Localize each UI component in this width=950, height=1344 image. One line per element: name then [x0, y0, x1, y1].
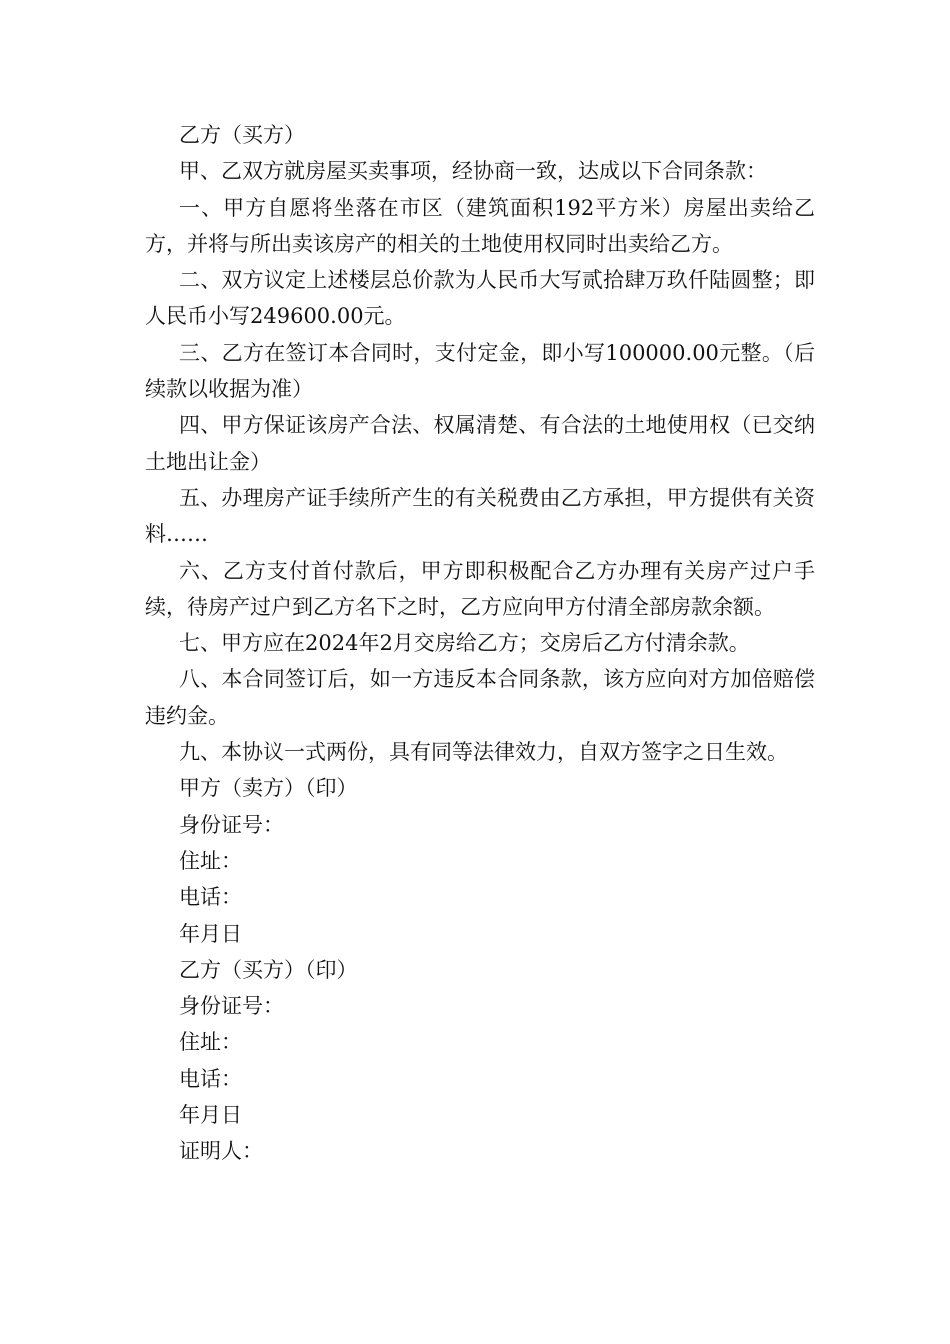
seller-date-label: 年月日: [179, 921, 242, 946]
buyer-heading: 乙方（买方）: [179, 123, 305, 147]
buyer-phone-label: 电话：: [179, 1066, 242, 1091]
buyer-date-label: 年月日: [179, 1103, 242, 1128]
contract-intro: 甲、乙双方就房屋买卖事项，经协商一致，达成以下合同条款：: [179, 159, 767, 184]
clause-6: 六、乙方支付首付款后，甲方即积极配合乙方办理有关房产过户手续，待房产过户到乙方名下之时，乙方应向甲方付清全部房款余额。: [145, 558, 815, 619]
clause-2: 二、双方议定上述楼层总价款为人民币大写贰拾肆万玖仟陆圆整；即人民币小写249600.00元。: [145, 268, 815, 329]
witness-label: 证明人：: [179, 1139, 263, 1164]
clause-3: 三、乙方在签订本合同时，支付定金，即小写100000.00元整。（后续款以收据为准）: [145, 340, 815, 402]
clause-5: 五、办理房产证手续所产生的有关税费由乙方承担，甲方提供有关资料……: [145, 485, 815, 547]
buyer-title: 乙方（买方）（印）: [179, 957, 358, 982]
buyer-address-label: 住址：: [179, 1030, 242, 1055]
seller-address-label: 住址：: [179, 848, 242, 873]
clause-4: 四、甲方保证该房产合法、权属清楚、有合法的土地使用权（已交纳土地出让金）: [145, 413, 815, 474]
clause-1: 一、甲方自愿将坐落在市区（建筑面积192平方米）房屋出卖给乙方，并将与所出卖该房产的相关的土地使用权同时出卖给乙方。: [145, 195, 815, 256]
seller-phone-label: 电话：: [179, 885, 242, 910]
buyer-id-label: 身份证号：: [179, 994, 284, 1019]
seller-id-label: 身份证号：: [179, 812, 284, 837]
contract-page: [145, 117, 815, 1170]
seller-title: 甲方（卖方）（印）: [179, 776, 358, 801]
buyer-signature-block: [145, 952, 815, 1133]
clause-9: 九、本协议一式两份，具有同等法律效力，自双方签字之日生效。: [179, 740, 788, 765]
seller-signature-block: [145, 770, 815, 951]
clause-8: 八、本合同签订后，如一方违反本合同条款，该方应向对方加倍赔偿违约金。: [145, 667, 815, 728]
clause-7: 七、甲方应在2024年2月交房给乙方；交房后乙方付清余款。: [179, 631, 750, 656]
